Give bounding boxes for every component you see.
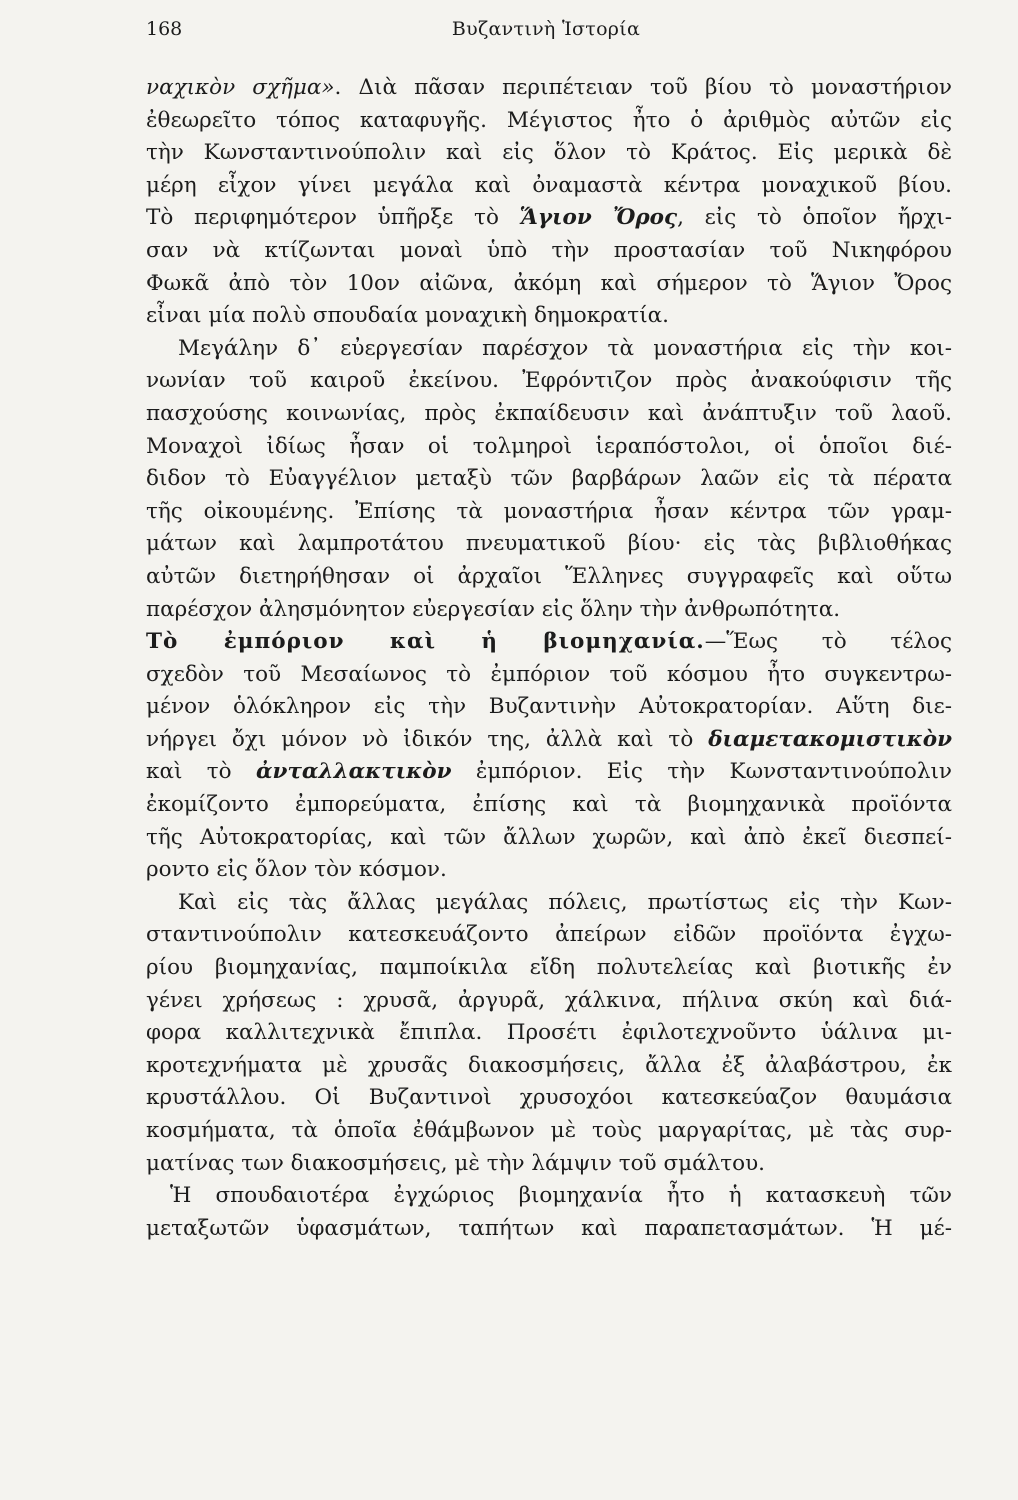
text-line: κρυστάλλου. Οἱ Βυζαντινοὶ χρυσοχόοι κατεσκεύαζον θαυμάσια: [146, 1085, 952, 1111]
text-line: μένον ὁλόκληρον εἰς τὴν Βυζαντινὴν Αὐτοκρατορίαν. Αὕτη διε-: [146, 694, 952, 720]
text-line: ἐθεωρεῖτο τόπος καταφυγῆς. Μέγιστος ἦτο ὁ ἀριθμὸς αὐτῶν εἰς: [146, 107, 952, 133]
text-segment: . Διὰ πᾶσαν περιπέτειαν τοῦ βίου τὸ μοναστήριον: [334, 75, 952, 100]
section-heading-line: [146, 626, 952, 659]
text-line: κροτεχνήματα μὲ χρυσᾶς διακοσμήσεις, ἄλλα ἐξ ἀλαβάστρου, ἐκ: [146, 1052, 952, 1078]
emphasis-text: Ἅγιον Ὄρος: [519, 205, 678, 231]
text-line: τῆς Αὐτοκρατορίας, καὶ τῶν ἄλλων χωρῶν, καὶ ἀπὸ ἐκεῖ διεσπεί-: [146, 824, 952, 850]
text-line: [146, 756, 952, 789]
text-line: Μοναχοὶ ἰδίως ἦσαν οἱ τολμηροὶ ἱεραπόστολοι, οἱ ὁποῖοι διέ-: [146, 433, 952, 459]
text-segment: καὶ τὸ: [146, 759, 256, 785]
text-segment: Τὸ περιφημότερον ὑπῆρξε τὸ: [146, 205, 520, 231]
text-line: ρίου βιομηχανίας, παμποίκιλα εἴδη πολυτελείας καὶ βιοτικῆς ἐν: [146, 955, 952, 981]
text-line: εἶναι μία πολὺ σπουδαία μοναχικὴ δημοκρατία.: [146, 303, 669, 329]
text-line: αὐτῶν διετηρήθησαν οἱ ἀρχαῖοι Ἕλληνες συγγραφεῖς καὶ οὕτω: [146, 563, 952, 589]
text-line: ροντο εἰς ὅλον τὸν κόσμον.: [146, 857, 447, 883]
text-line: γένει χρήσεως : χρυσᾶ, ἀργυρᾶ, χάλκινα, πήλινα σκύη καὶ διά-: [146, 987, 952, 1013]
text-line: νωνίαν τοῦ καιροῦ ἐκείνου. Ἐφρόντιζον πρὸς ἀνακούφισιν τῆς: [146, 368, 952, 394]
text-line: μάτων καὶ λαμπροτάτου πνευματικοῦ βίου· εἰς τὰς βιβλιοθήκας: [146, 531, 952, 557]
text-segment: —Ἕως τὸ τέλος: [704, 629, 952, 655]
text-line: διδον τὸ Εὐαγγέλιον μεταξὺ τῶν βαρβάρων λαῶν εἰς τὰ πέρατα: [146, 466, 952, 492]
emphasis-text: διαμετακομιστικὸν: [708, 726, 952, 752]
section-heading: Τὸ ἐμπόριον καὶ ἡ βιομηχανία.: [146, 629, 705, 655]
text-line: τῆς οἰκουμένης. Ἐπίσης τὰ μοναστήρια ἦσαν κέντρα τῶν γραμ-: [146, 498, 952, 524]
running-title: Βυζαντινὴ Ἱστορία: [451, 18, 641, 40]
text-line: σταντινούπολιν κατεσκευάζοντο ἀπείρων εἰδῶν προϊόντα ἐγχω-: [146, 922, 952, 948]
text-line: Μεγάλην δ᾽ εὐεργεσίαν παρέσχον τὰ μοναστήρια εἰς τὴν κοι-: [178, 335, 952, 361]
text-line: τὴν Κωνσταντινούπολιν καὶ εἰς ὅλον τὸ Κράτος. Εἰς μερικὰ δὲ: [146, 140, 952, 166]
text-line: [146, 72, 952, 105]
emphasis-text: ναχικὸν σχῆμα»: [146, 75, 335, 100]
text-segment: ἐμπόριον. Εἰς τὴν Κωνσταντινούπολιν: [451, 759, 952, 785]
text-line: φορα καλλιτεχνικὰ ἔπιπλα. Προσέτι ἐφιλοτεχνοῦντο ὑάλινα μι-: [146, 1020, 952, 1046]
text-line: σχεδὸν τοῦ Μεσαίωνος τὸ ἐμπόριον τοῦ κόσμου ἦτο συγκεντρω-: [146, 661, 952, 687]
text-segment: νήργει ὄχι μόνον νὸ ἰδικόν της, ἀλλὰ καὶ τὸ: [146, 726, 709, 752]
text-line: μέρη εἶχον γίνει μεγάλα καὶ ὀναμαστὰ κέντρα μοναχικοῦ βίου.: [146, 172, 952, 198]
text-line: Φωκᾶ ἀπὸ τὸν 10ον αἰῶνα, ἀκόμη καὶ σήμερον τὸ Ἅγιον Ὄρος: [146, 270, 952, 296]
page-header: [146, 18, 946, 48]
text-line: Καὶ εἰς τὰς ἄλλας μεγάλας πόλεις, πρωτίστως εἰς τὴν Κων-: [178, 889, 952, 915]
text-line: ματίνας των διακοσμήσεις, μὲ τὴν λάμψιν τοῦ σμάλτου.: [146, 1150, 765, 1176]
text-line: [146, 202, 952, 235]
body-text: [146, 72, 952, 1245]
emphasis-text: ἀνταλλακτικὸν: [255, 759, 452, 785]
page-number: 168: [146, 18, 183, 40]
text-line: Ἡ σπουδαιοτέρα ἐγχώριος βιομηχανία ἦτο ἡ κατασκευὴ τῶν: [170, 1183, 952, 1209]
text-line: σαν νὰ κτίζωνται μοναὶ ὑπὸ τὴν προστασίαν τοῦ Νικηφόρου: [146, 237, 952, 263]
text-line: [146, 724, 952, 757]
text-line: ἐκομίζοντο ἐμπορεύματα, ἐπίσης καὶ τὰ βιομηχανικὰ προϊόντα: [146, 792, 952, 818]
text-line: μεταξωτῶν ὑφασμάτων, ταπήτων καὶ παραπετασμάτων. Ἡ μέ-: [146, 1215, 952, 1241]
text-segment: , εἰς τὸ ὁποῖον ἤρχι-: [677, 205, 952, 231]
text-line: παρέσχον ἀλησμόνητον εὐεργεσίαν εἰς ὅλην τὴν ἀνθρωπότητα.: [146, 596, 841, 622]
text-line: κοσμήματα, τὰ ὁποῖα ἐθάμβωνον μὲ τοὺς μαργαρίτας, μὲ τὰς συρ-: [146, 1118, 952, 1143]
text-line: πασχούσης κοινωνίας, πρὸς ἐκπαίδευσιν καὶ ἀνάπτυξιν τοῦ λαοῦ.: [146, 400, 952, 426]
